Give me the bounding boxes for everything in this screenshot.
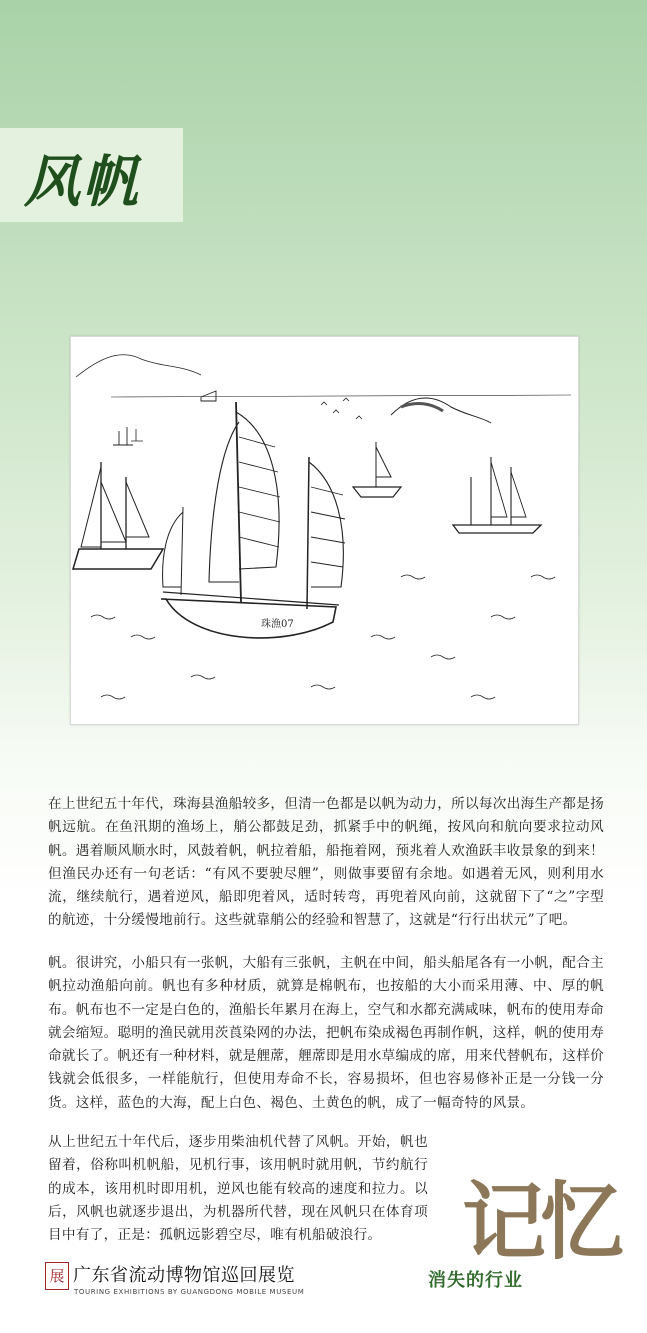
paragraph-1: 在上世纪五十年代，珠海县渔船较多，但清一色都是以帆为动力，所以每次出海生产都是扬帆远航。在鱼汛期的渔场上，艄公都鼓足劲，抓紧手中的帆绳，按风向和航向要求拉动风帆。遇着顺风顺水时，风鼓着帆，帆拉着船，船拖着网，预兆着人欢渔跃丰收景象的到来！但渔民办还有一句老话：“有风不要驶尽艃”，则做事要留有余地。如遇着无风，则利用水流，继续航行，遇着逆风，船即兜着风，适时转弯，再兜着风向前，这就留下了“之”字型的航迹，十分缓慢地前行。这些就靠艄公的经验和智慧了，这就是“行行出状元”了吧。: [48, 796, 604, 929]
memory-calligraphy-title: 记忆: [462, 1172, 619, 1271]
page-title: 风帆: [24, 149, 140, 215]
sailing-junks-sketch: [71, 337, 578, 724]
museum-name-cn: 广东省流动博物馆巡回展览: [73, 1265, 295, 1286]
title-panel: [0, 128, 183, 222]
series-subtitle: 消失的行业: [428, 1270, 523, 1291]
junk-boats-illustration: [70, 336, 579, 725]
hull-label: 珠漁07: [261, 619, 294, 630]
paragraph-2: 帆。很讲究，小船只有一张帆，大船有三张帆，主帆在中间，船头船尾各有一小帆，配合主帆拉动渔船向前。帆也有多种材质，就算是棉帆布，也按船的大小而采用薄、中、厚的帆布。帆布也不一定是白色的，渔船长年累月在海上，空气和水都充满咸味，帆布的使用寿命就会缩短。聪明的渔民就用茨莨染网的办法，把帆布染成褐色再制作帆，这样，帆的使用寿命就长了。帆还有一种材料，就是艃蓆，艃蓆即是用水草编成的席，用来代替帆布，这样价钱就会低很多，一样能航行，但使用寿命不长，容易损坏，但也容易修补正是一分钱一分货。这样，蓝色的大海，配上白色、褐色、土黄色的帆，成了一幅奇特的风景。: [48, 955, 604, 1111]
museum-name-en: TOURING EXHIBITIONS BY GUANGDONG MOBILE MUSEUM: [74, 1288, 305, 1296]
museum-seal-logo: 展: [45, 1262, 69, 1290]
paragraph-3: 从上世纪五十年代后，逐步用柴油机代替了风帆。开始，帆也留着，俗称叫机帆船，见机行事，该用帆时就用帆，节约航行的成本，该用机时即用机，逆风也能有较高的速度和拉力。以后，风帆也就逐步退出，为机器所代替，现在风帆只在体育项目中有了，正是：孤帆远影碧空尽，唯有机船破浪行。: [48, 1134, 428, 1244]
